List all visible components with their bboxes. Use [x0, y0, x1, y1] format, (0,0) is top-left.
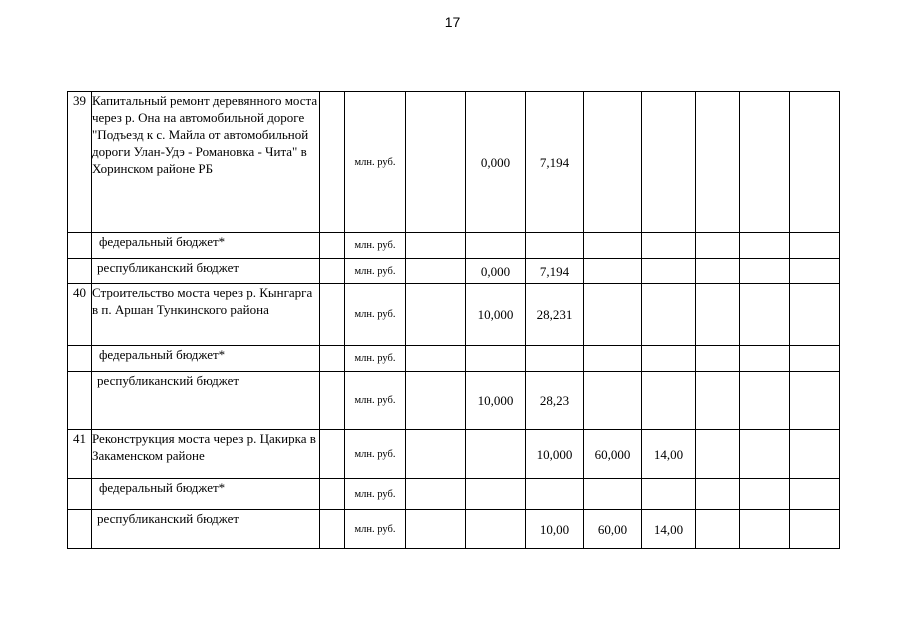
unit-cell: млн. руб. [345, 430, 406, 479]
value-cell [790, 479, 840, 510]
value-cell [406, 92, 466, 233]
value-cell [696, 92, 740, 233]
value-cell [466, 430, 526, 479]
value-cell [740, 259, 790, 284]
value-cell [526, 233, 584, 259]
value-cell [406, 233, 466, 259]
empty-cell [320, 92, 345, 233]
value-cell [466, 233, 526, 259]
item-name: Капитальный ремонт деревянного моста через р. Она на автомобильной дороге "Подъезд к с. Майла от автомобильной дороги Улан-Удэ - Романовка - Чита" в Хоринском районе РБ [92, 92, 320, 233]
unit-cell: млн. руб. [345, 479, 406, 510]
unit-cell: млн. руб. [345, 259, 406, 284]
value-cell [642, 372, 696, 430]
value-cell [740, 479, 790, 510]
item-name: Строительство моста через р. Кынгарга в п. Аршан Тункинского района [92, 284, 320, 346]
row-number [68, 510, 92, 549]
value-cell [642, 284, 696, 346]
value-cell [406, 510, 466, 549]
value-cell [696, 284, 740, 346]
value-cell [584, 92, 642, 233]
value-cell [740, 372, 790, 430]
unit-cell: млн. руб. [345, 346, 406, 372]
row-number: 41 [68, 430, 92, 479]
empty-cell [320, 284, 345, 346]
row-number [68, 259, 92, 284]
value-cell [466, 346, 526, 372]
value-cell [406, 479, 466, 510]
unit-cell: млн. руб. [345, 233, 406, 259]
row-number [68, 372, 92, 430]
value-cell [696, 510, 740, 549]
item-name: федеральный бюджет* [92, 346, 320, 372]
value-cell [696, 233, 740, 259]
empty-cell [320, 259, 345, 284]
value-cell [406, 284, 466, 346]
table-row [68, 92, 840, 233]
value-cell [790, 346, 840, 372]
value-cell [642, 346, 696, 372]
value-cell: 60,00 [584, 510, 642, 549]
value-cell [584, 233, 642, 259]
row-number: 39 [68, 92, 92, 233]
row-number [68, 233, 92, 259]
row-number [68, 479, 92, 510]
value-cell [584, 346, 642, 372]
table-row [68, 346, 840, 372]
empty-cell [320, 510, 345, 549]
empty-cell [320, 372, 345, 430]
value-cell: 10,000 [526, 430, 584, 479]
value-cell [466, 479, 526, 510]
value-cell: 0,000 [466, 92, 526, 233]
table-row [68, 372, 840, 430]
row-number [68, 346, 92, 372]
unit-cell: млн. руб. [345, 510, 406, 549]
value-cell [642, 479, 696, 510]
value-cell: 14,00 [642, 510, 696, 549]
value-cell [696, 430, 740, 479]
value-cell [740, 510, 790, 549]
value-cell [740, 284, 790, 346]
table-row [68, 510, 840, 549]
value-cell [406, 430, 466, 479]
value-cell [584, 259, 642, 284]
value-cell [584, 479, 642, 510]
value-cell [642, 233, 696, 259]
row-number: 40 [68, 284, 92, 346]
value-cell [696, 479, 740, 510]
table-row [68, 259, 840, 284]
value-cell [790, 92, 840, 233]
value-cell [790, 510, 840, 549]
item-name: Реконструкция моста через р. Цакирка в Закаменском районе [92, 430, 320, 479]
empty-cell [320, 479, 345, 510]
value-cell [526, 479, 584, 510]
value-cell [696, 259, 740, 284]
value-cell: 0,000 [466, 259, 526, 284]
value-cell: 28,23 [526, 372, 584, 430]
value-cell [584, 372, 642, 430]
value-cell: 7,194 [526, 259, 584, 284]
value-cell [790, 233, 840, 259]
value-cell: 7,194 [526, 92, 584, 233]
value-cell [740, 233, 790, 259]
value-cell [466, 510, 526, 549]
value-cell [526, 346, 584, 372]
table-row [68, 233, 840, 259]
value-cell [790, 284, 840, 346]
value-cell [790, 430, 840, 479]
value-cell: 28,231 [526, 284, 584, 346]
page-number: 17 [444, 14, 461, 30]
value-cell [584, 284, 642, 346]
value-cell: 10,000 [466, 284, 526, 346]
value-cell [790, 259, 840, 284]
empty-cell [320, 346, 345, 372]
item-name: федеральный бюджет* [92, 233, 320, 259]
value-cell [740, 92, 790, 233]
value-cell [740, 346, 790, 372]
item-name: республиканский бюджет [92, 372, 320, 430]
table-row [68, 430, 840, 479]
value-cell [696, 346, 740, 372]
value-cell [740, 430, 790, 479]
value-cell [406, 259, 466, 284]
item-name: федеральный бюджет* [92, 479, 320, 510]
value-cell [696, 372, 740, 430]
value-cell: 60,000 [584, 430, 642, 479]
unit-cell: млн. руб. [345, 372, 406, 430]
value-cell: 14,00 [642, 430, 696, 479]
empty-cell [320, 430, 345, 479]
value-cell: 10,00 [526, 510, 584, 549]
table-row [68, 479, 840, 510]
value-cell [790, 372, 840, 430]
value-cell [642, 92, 696, 233]
item-name: республиканский бюджет [92, 259, 320, 284]
value-cell [406, 372, 466, 430]
value-cell [642, 259, 696, 284]
value-cell [406, 346, 466, 372]
value-cell: 10,000 [466, 372, 526, 430]
budget-table [67, 91, 840, 549]
unit-cell: млн. руб. [345, 284, 406, 346]
item-name: республиканский бюджет [92, 510, 320, 549]
table-row [68, 284, 840, 346]
unit-cell: млн. руб. [345, 92, 406, 233]
empty-cell [320, 233, 345, 259]
